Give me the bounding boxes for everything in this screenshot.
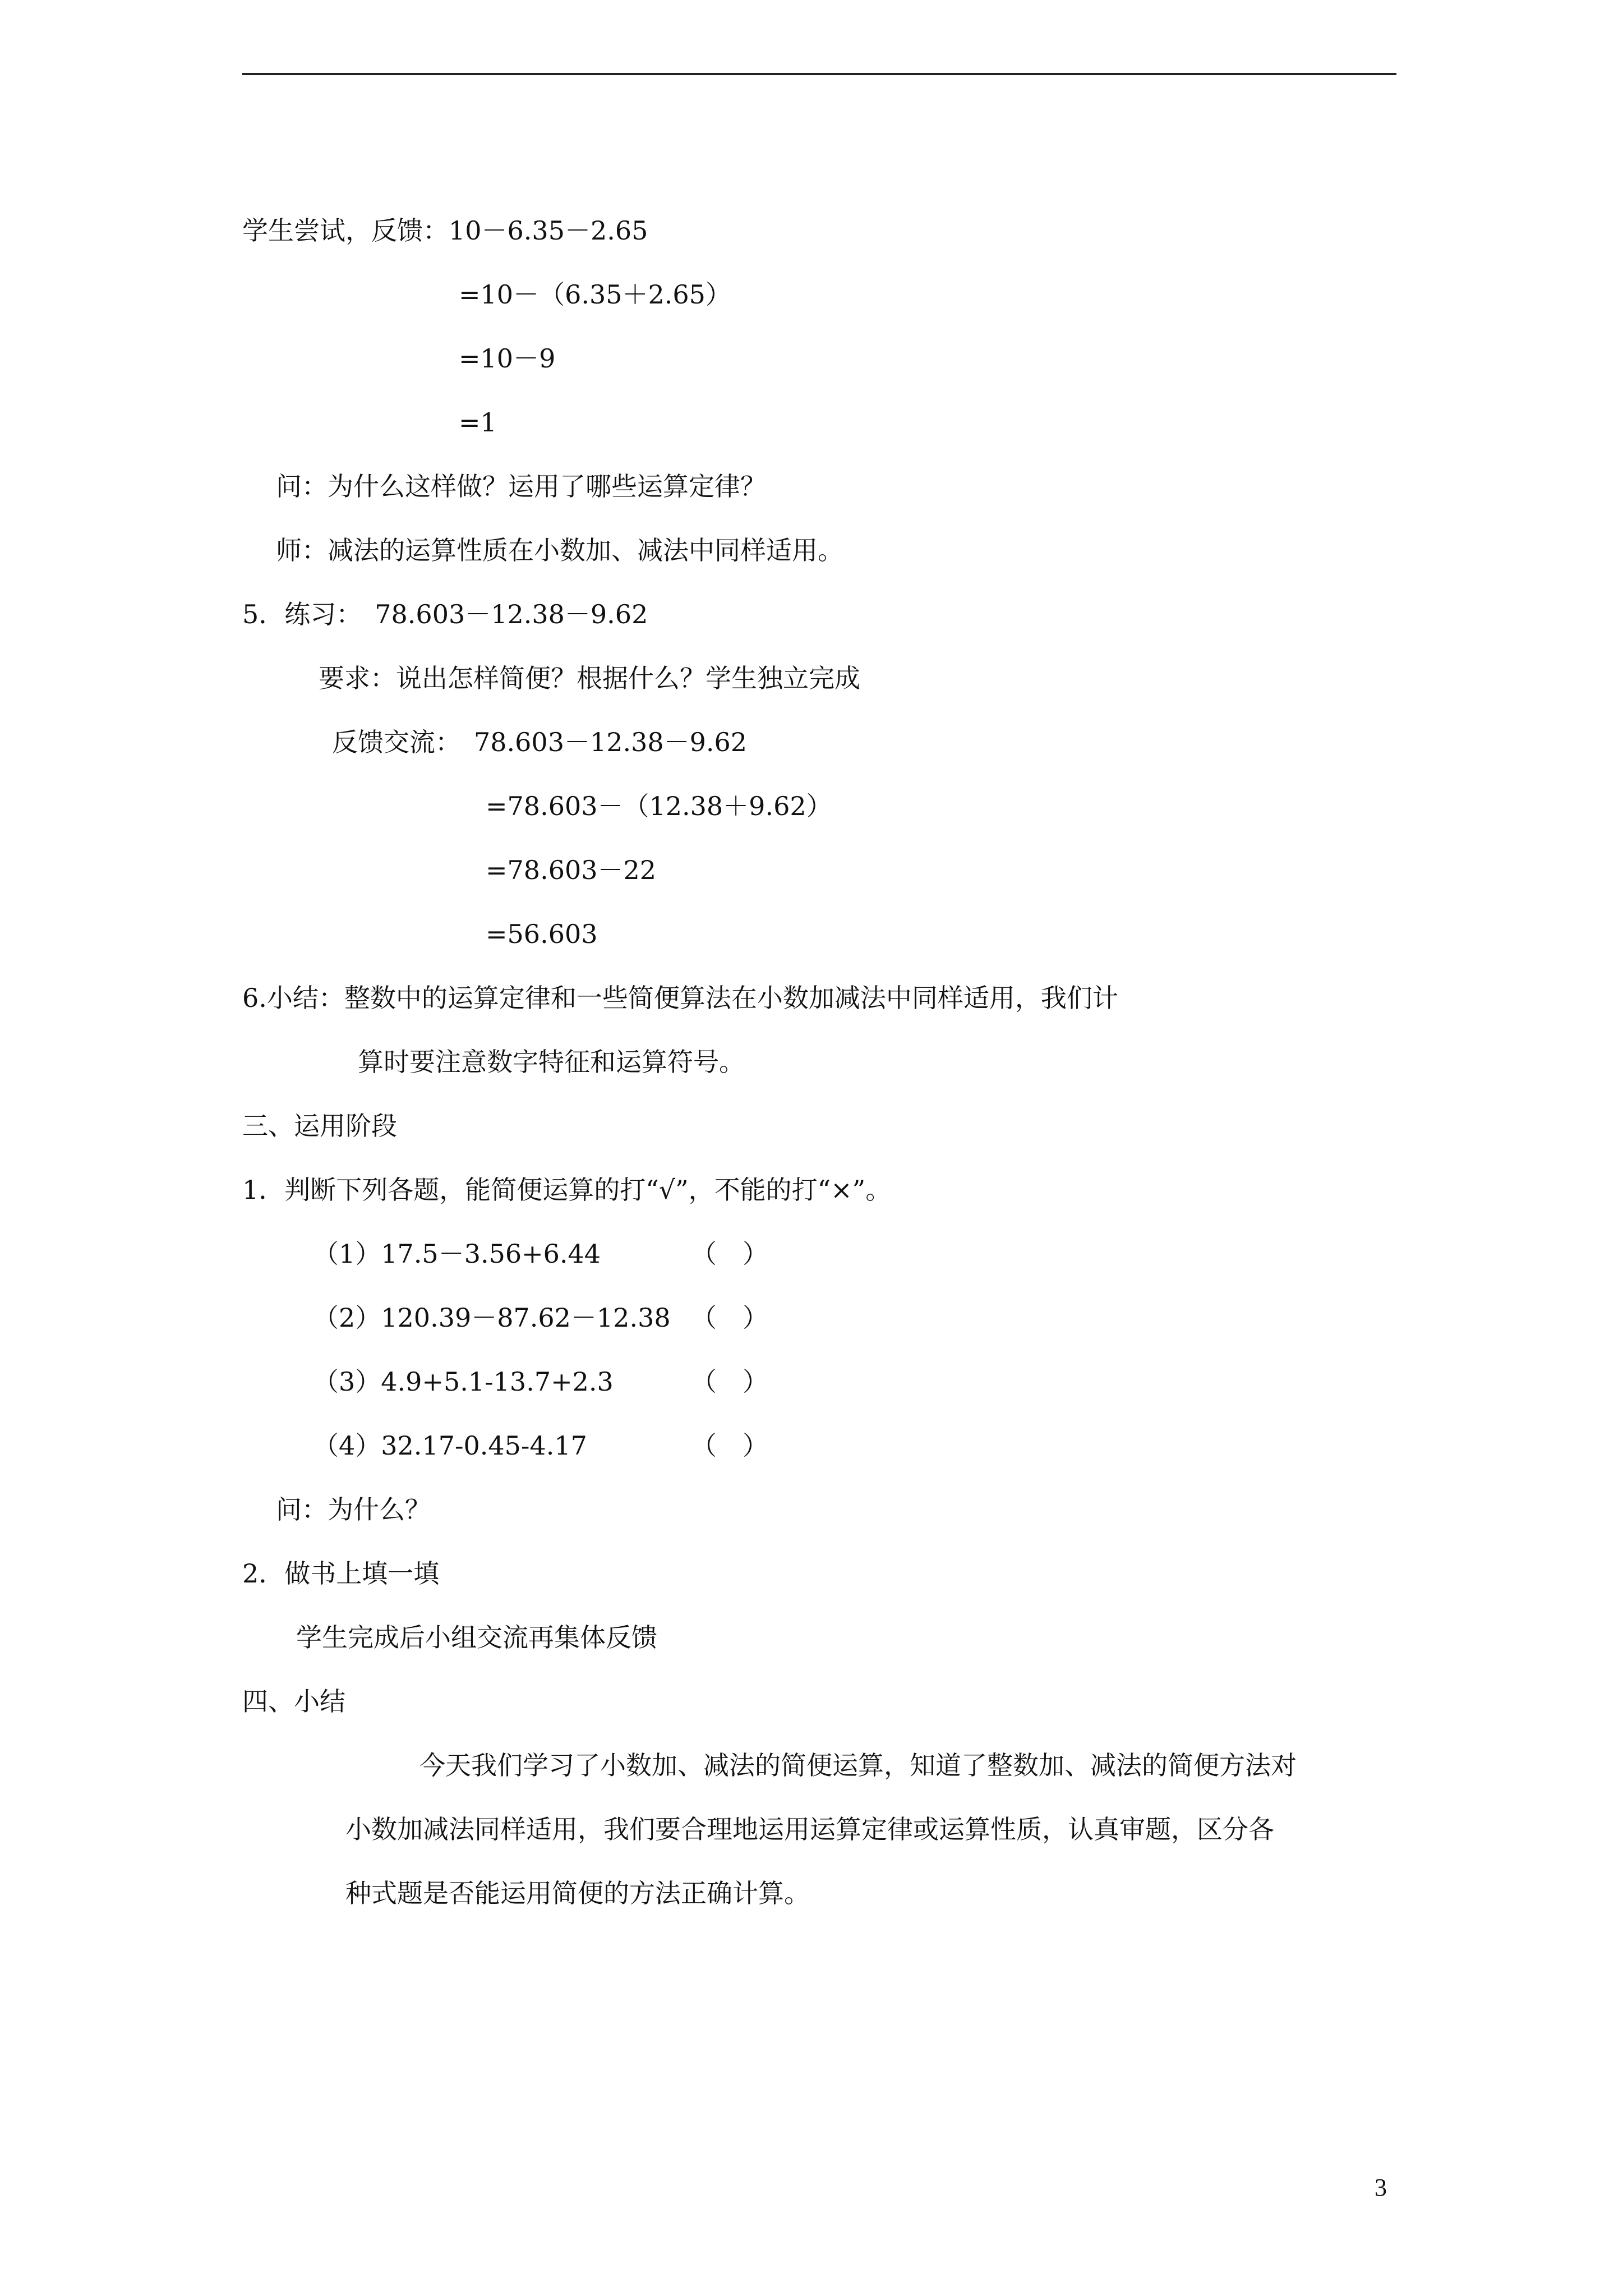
answer-blank: （ ） — [691, 1303, 768, 1333]
exercise-item: （2）120.39－87.62－12.38 — [313, 1303, 671, 1333]
summary-line: 小数加减法同样适用，我们要合理地运用运算定律或运算性质，认真审题，区分各 — [345, 1814, 1274, 1844]
page-number: 3 — [1375, 2174, 1387, 2201]
exercise-item: （3）4.9+5.1-13.7+2.3 — [313, 1366, 614, 1397]
text-line: =1 — [459, 407, 497, 438]
text-line: 问：为什么？ — [276, 1494, 431, 1525]
text-line: 学生尝试，反馈：10－6.35－2.65 — [242, 215, 648, 246]
text-line: 算时要注意数字特征和运算符号。 — [358, 1047, 745, 1077]
text-line: 6.小结：整数中的运算定律和一些简便算法在小数加减法中同样适用，我们计 — [242, 983, 1118, 1013]
text-line: 问：为什么这样做？运用了哪些运算定律？ — [276, 471, 766, 501]
header-rule — [242, 73, 1396, 75]
text-line: 学生完成后小组交流再集体反馈 — [296, 1622, 657, 1653]
text-line: =78.603－22 — [486, 855, 657, 885]
exercise-item: （4）32.17-0.45-4.17 — [313, 1430, 587, 1461]
text-line: 5．练习： 78.603－12.38－9.62 — [242, 599, 648, 629]
summary-line: 今天我们学习了小数加、减法的简便运算，知道了整数加、减法的简便方法对 — [419, 1750, 1297, 1780]
answer-blank: （ ） — [691, 1366, 768, 1397]
summary-line: 种式题是否能运用简便的方法正确计算。 — [345, 1878, 810, 1908]
exercise-item: （1）17.5－3.56+6.44 — [313, 1239, 601, 1269]
text-line: =56.603 — [486, 919, 598, 949]
answer-blank: （ ） — [691, 1239, 768, 1269]
text-line: 要求：说出怎样简便？根据什么？学生独立完成 — [319, 663, 860, 693]
text-line: =10－（6.35＋2.65） — [459, 279, 731, 310]
text-line: =10－9 — [459, 343, 556, 374]
text-line: 1．判断下列各题，能简便运算的打“√”，不能的打“×”。 — [242, 1175, 892, 1205]
section-heading: 三、运用阶段 — [242, 1111, 397, 1141]
answer-blank: （ ） — [691, 1430, 768, 1461]
section-heading: 四、小结 — [242, 1686, 345, 1717]
text-line: 反馈交流： 78.603－12.38－9.62 — [332, 727, 748, 757]
text-line: =78.603－（12.38＋9.62） — [486, 791, 832, 821]
text-line: 2．做书上填一填 — [242, 1558, 440, 1589]
text-line: 师：减法的运算性质在小数加、减法中同样适用。 — [276, 535, 843, 565]
